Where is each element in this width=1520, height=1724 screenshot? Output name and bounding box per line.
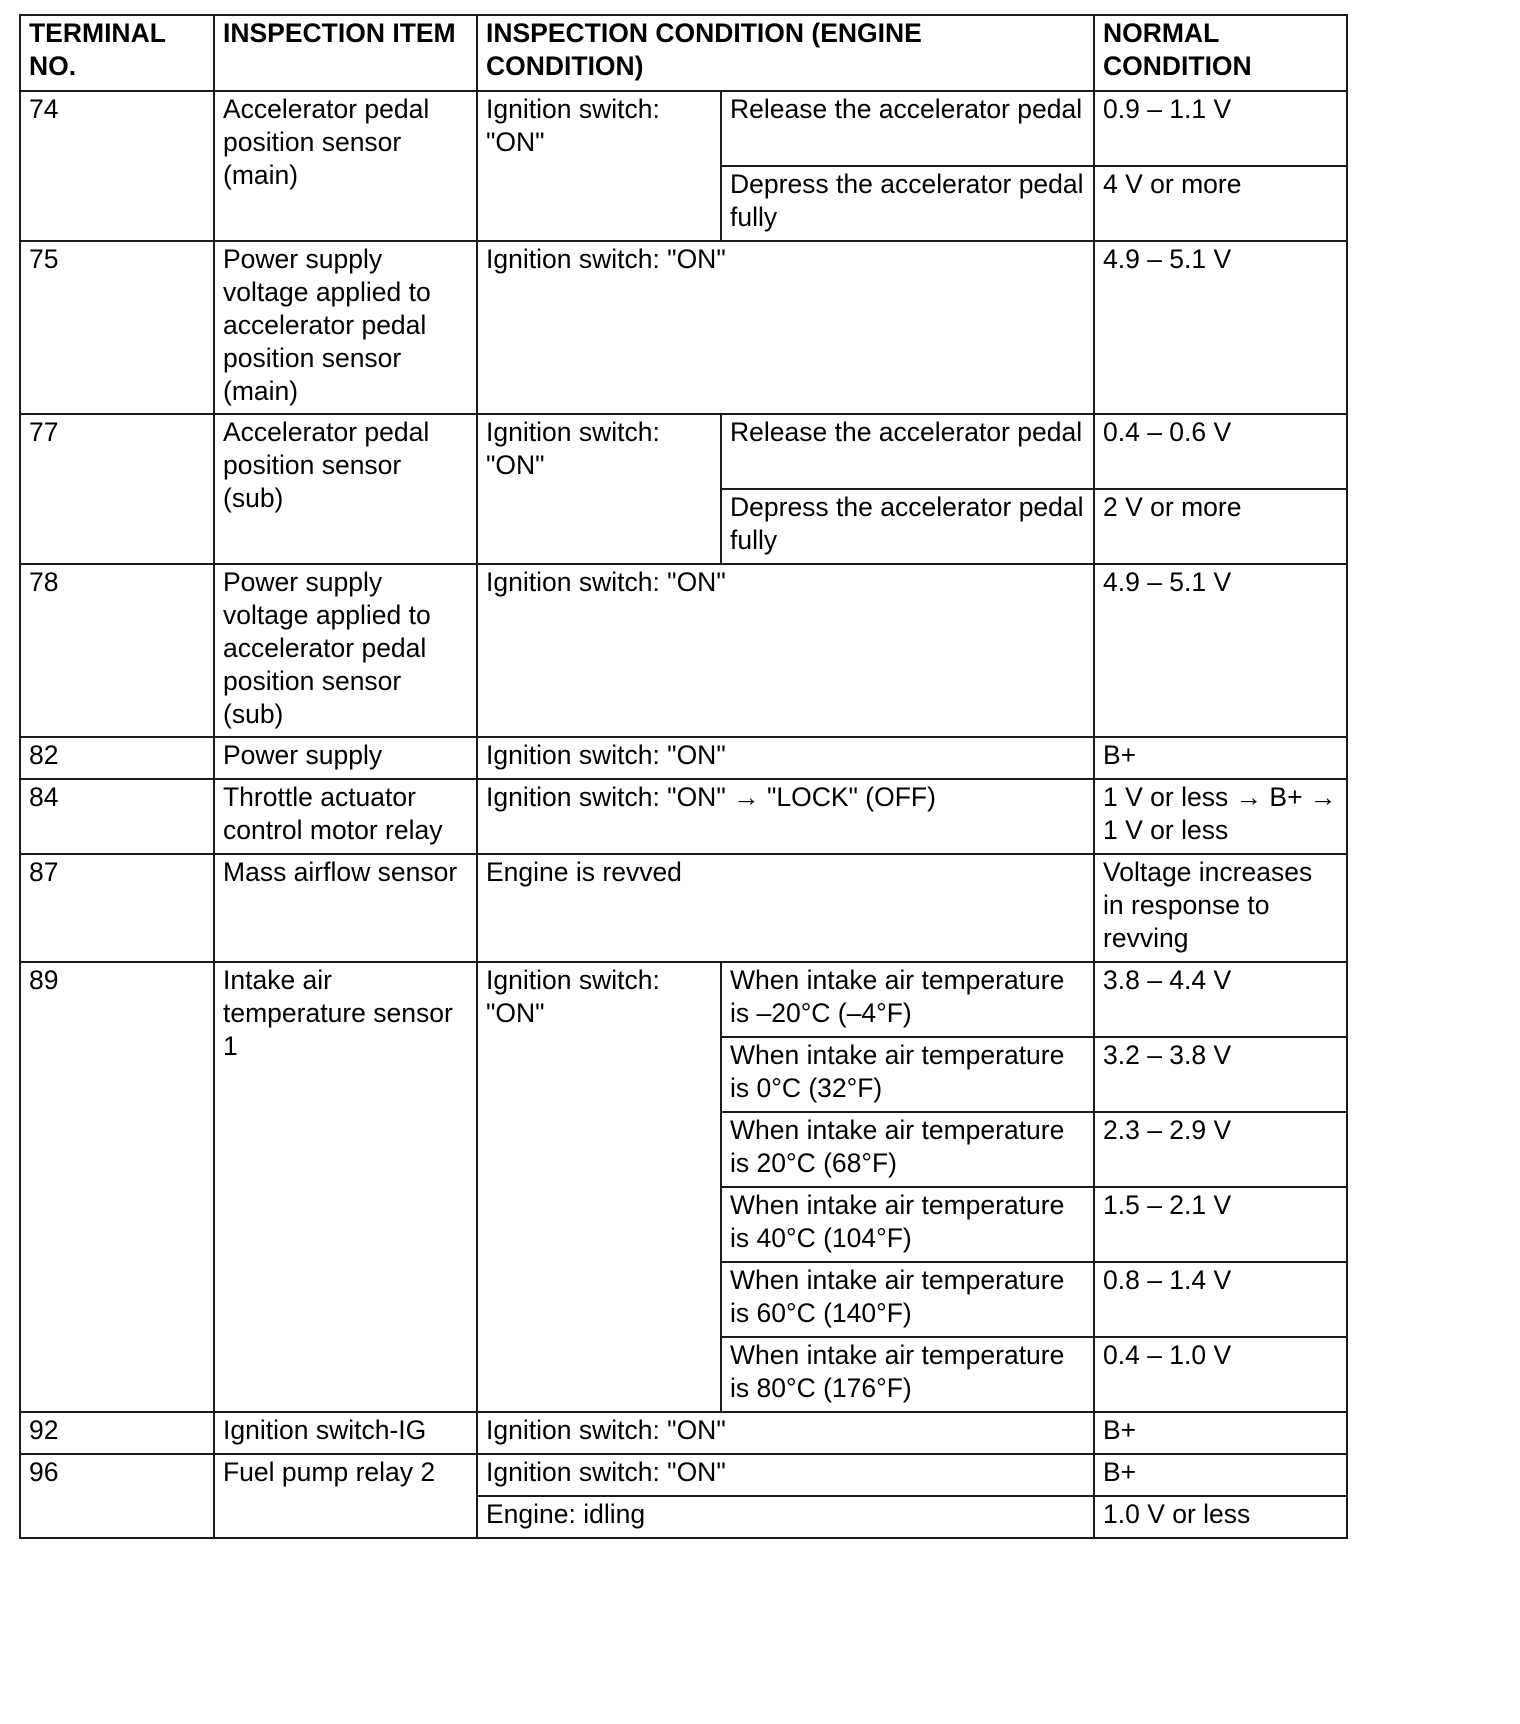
terminal-cell: 78 bbox=[20, 564, 214, 737]
sub-condition-cell: When intake air temperature is 20°C (68°F) bbox=[721, 1112, 1094, 1187]
normal-cell: B+ bbox=[1094, 737, 1347, 779]
normal-cell: Voltage increases in response to revving bbox=[1094, 854, 1347, 962]
sub-condition-cell: When intake air temperature is 0°C (32°F) bbox=[721, 1037, 1094, 1112]
sub-condition-cell: Release the accelerator pedal bbox=[721, 91, 1094, 166]
table-row bbox=[20, 414, 1347, 489]
condition-cell: Ignition switch: "ON" bbox=[477, 241, 1094, 414]
header-inspection-item: INSPECTION ITEM bbox=[214, 15, 477, 91]
terminal-cell: 84 bbox=[20, 779, 214, 854]
item-cell: Ignition switch-IG bbox=[214, 1412, 477, 1454]
condition-cell: Engine is revved bbox=[477, 854, 1094, 962]
terminal-cell: 87 bbox=[20, 854, 214, 962]
header-normal-condition: NORMAL CONDITION bbox=[1094, 15, 1347, 91]
table-row bbox=[20, 91, 1347, 166]
header-inspection-condition: INSPECTION CONDITION (ENGINE CONDITION) bbox=[477, 15, 1094, 91]
condition-cell: Ignition switch: "ON" bbox=[477, 1454, 1094, 1496]
item-cell: Power supply voltage applied to accelerator pedal position sensor (sub) bbox=[214, 564, 477, 737]
table-row bbox=[20, 564, 1347, 737]
normal-cell: 0.8 – 1.4 V bbox=[1094, 1262, 1347, 1337]
condition-cell: Ignition switch: "ON" bbox=[477, 91, 721, 241]
item-cell: Power supply bbox=[214, 737, 477, 779]
sub-condition-cell: When intake air temperature is 60°C (140°F) bbox=[721, 1262, 1094, 1337]
terminal-cell: 74 bbox=[20, 91, 214, 241]
table-row bbox=[20, 1412, 1347, 1454]
table-row bbox=[20, 737, 1347, 779]
normal-cell: 3.8 – 4.4 V bbox=[1094, 962, 1347, 1037]
item-cell: Mass airflow sensor bbox=[214, 854, 477, 962]
sub-condition-cell: When intake air temperature is 80°C (176°F) bbox=[721, 1337, 1094, 1412]
item-cell: Power supply voltage applied to accelerator pedal position sensor (main) bbox=[214, 241, 477, 414]
normal-cell: 1 V or less → B+ → 1 V or less bbox=[1094, 779, 1347, 854]
sub-condition-cell: When intake air temperature is –20°C (–4°F) bbox=[721, 962, 1094, 1037]
table-row bbox=[20, 779, 1347, 854]
table-row bbox=[20, 962, 1347, 1037]
sub-condition-cell: When intake air temperature is 40°C (104°F) bbox=[721, 1187, 1094, 1262]
table-row bbox=[20, 854, 1347, 962]
normal-cell: B+ bbox=[1094, 1412, 1347, 1454]
inspection-table bbox=[19, 14, 1348, 1539]
terminal-cell: 75 bbox=[20, 241, 214, 414]
normal-cell: 4.9 – 5.1 V bbox=[1094, 241, 1347, 414]
condition-cell: Engine: idling bbox=[477, 1496, 1094, 1538]
normal-cell: 1.0 V or less bbox=[1094, 1496, 1347, 1538]
sub-condition-cell: Depress the accelerator pedal fully bbox=[721, 166, 1094, 241]
item-cell: Fuel pump relay 2 bbox=[214, 1454, 477, 1538]
normal-cell: 2.3 – 2.9 V bbox=[1094, 1112, 1347, 1187]
condition-cell: Ignition switch: "ON" bbox=[477, 564, 1094, 737]
terminal-cell: 96 bbox=[20, 1454, 214, 1538]
normal-cell: 4 V or more bbox=[1094, 166, 1347, 241]
normal-cell: 2 V or more bbox=[1094, 489, 1347, 564]
inspection-table-wrapper bbox=[19, 14, 1348, 1539]
condition-cell: Ignition switch: "ON" bbox=[477, 414, 721, 564]
header-row bbox=[20, 15, 1347, 91]
header-terminal-no: TERMINAL NO. bbox=[20, 15, 214, 91]
condition-cell: Ignition switch: "ON" bbox=[477, 737, 1094, 779]
condition-cell: Ignition switch: "ON" bbox=[477, 962, 721, 1412]
sub-condition-cell: Release the accelerator pedal bbox=[721, 414, 1094, 489]
item-cell: Accelerator pedal position sensor (main) bbox=[214, 91, 477, 241]
terminal-cell: 89 bbox=[20, 962, 214, 1412]
item-cell: Throttle actuator control motor relay bbox=[214, 779, 477, 854]
item-cell: Intake air temperature sensor 1 bbox=[214, 962, 477, 1412]
normal-cell: 4.9 – 5.1 V bbox=[1094, 564, 1347, 737]
normal-cell: B+ bbox=[1094, 1454, 1347, 1496]
normal-cell: 0.4 – 1.0 V bbox=[1094, 1337, 1347, 1412]
normal-cell: 3.2 – 3.8 V bbox=[1094, 1037, 1347, 1112]
normal-cell: 0.9 – 1.1 V bbox=[1094, 91, 1347, 166]
terminal-cell: 92 bbox=[20, 1412, 214, 1454]
terminal-cell: 82 bbox=[20, 737, 214, 779]
normal-cell: 1.5 – 2.1 V bbox=[1094, 1187, 1347, 1262]
condition-cell: Ignition switch: "ON" → "LOCK" (OFF) bbox=[477, 779, 1094, 854]
table-row bbox=[20, 241, 1347, 414]
condition-cell: Ignition switch: "ON" bbox=[477, 1412, 1094, 1454]
item-cell: Accelerator pedal position sensor (sub) bbox=[214, 414, 477, 564]
terminal-cell: 77 bbox=[20, 414, 214, 564]
normal-cell: 0.4 – 0.6 V bbox=[1094, 414, 1347, 489]
sub-condition-cell: Depress the accelerator pedal fully bbox=[721, 489, 1094, 564]
table-row bbox=[20, 1454, 1347, 1496]
